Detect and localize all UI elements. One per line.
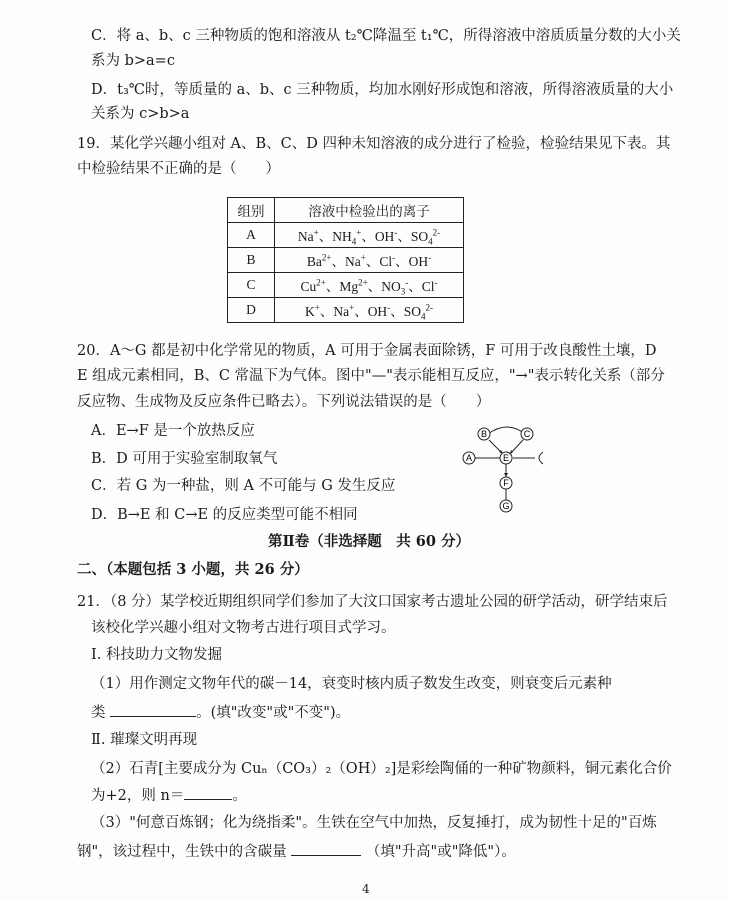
relation-diagram xyxy=(455,421,555,515)
section-2-heading: 二、（本题包括 3 小题，共 26 分） xyxy=(77,561,309,578)
ion-formula: OH- xyxy=(408,252,432,269)
q21-sub1-line1: （1）用作测定文物年代的碳－14，衰变时核内质子数发生改变，则衰变后元素种 xyxy=(91,676,612,692)
table-row xyxy=(228,223,464,248)
ion-formula: $NO_3^-$ xyxy=(381,277,409,297)
q20-option-c: C．若 G 为一种盐，则 A 不可能与 G 发生反应 xyxy=(91,478,396,494)
q21-sub3-line1: （3）"何意百炼钢；化为绕指柔"。生铁在空气中加热，反复捶打，成为韧性十足的"百炼 xyxy=(91,815,657,831)
ion-formula: $NH_4^+$ xyxy=(332,227,362,247)
ion-formula: Cl- xyxy=(379,252,396,269)
table-cell-group: C xyxy=(228,273,275,298)
table-row xyxy=(228,298,464,323)
b-c-link xyxy=(488,427,525,434)
q21-sub2-line1: （2）石青[主要成分为 Cuₙ（CO₃）₂（OH）₂]是彩绘陶俑的一种矿物颜料，铜元素化合价 xyxy=(91,761,672,777)
ion-formula: Na+ xyxy=(297,227,319,244)
node-f-label: F xyxy=(503,478,509,488)
table-header-cell: 组别 xyxy=(228,198,275,223)
q18-option-c-line2: 系为 b>a=c xyxy=(91,53,175,69)
table-header-row xyxy=(228,198,464,223)
table-cell-group: D xyxy=(228,298,275,323)
table-cell-group: B xyxy=(228,248,275,273)
ion-formula: Cl- xyxy=(421,277,438,294)
q21-stem-line1: 21．（8 分）某学校近期组织同学们参加了大汶口国家考古遗址公园的研学活动，研学结束后 xyxy=(77,594,668,610)
ion-formula: Na+ xyxy=(333,302,355,319)
table-header-cell: 溶液中检验出的离子 xyxy=(275,198,464,223)
page-number: 4 xyxy=(362,882,370,896)
table-row xyxy=(228,248,464,273)
q20-option-b: B．D 可用于实验室制取氧气 xyxy=(91,451,278,467)
q21-part1-heading: Ⅰ. 科技助力文物发掘 xyxy=(91,647,222,663)
node-a-label: A xyxy=(465,453,473,463)
ion-formula: $SO_4^{2-}$ xyxy=(410,227,441,247)
table-row xyxy=(228,273,464,298)
ion-formula: $SO_4^{2-}$ xyxy=(403,302,433,322)
q20-option-d: D．B→E 和 C→E 的反应类型可能不相同 xyxy=(91,507,358,523)
node-c-label: C xyxy=(523,429,531,439)
answer-blank-3[interactable] xyxy=(291,841,361,856)
q21-sub1-line2: 类 。(填"改变"或"不变")。 xyxy=(91,702,350,723)
table-cell-group: A xyxy=(228,223,275,248)
q20-stem-line2: E 组成元素相同，B、C 常温下为气体。图中"—"表示能相互反应，"→"表示转化关系（部分 xyxy=(77,368,665,384)
d-partial-node xyxy=(539,452,543,464)
q19-stem-line1: 19．某化学兴趣小组对 A、B、C、D 四种未知溶液的成分进行了检验，检验结果见下表。其 xyxy=(77,136,671,152)
ion-formula: $Cu^{2+}$ xyxy=(300,277,326,294)
q20-stem-line3: 反应物、生成物及反应条件已略去）。下列说法错误的是（ ） xyxy=(77,394,491,410)
q21-stem-line2: 该校化学兴趣小组对文物考古进行项目式学习。 xyxy=(91,620,396,636)
node-g-label: G xyxy=(502,501,510,511)
q21-part2-heading: Ⅱ. 璀璨文明再现 xyxy=(91,732,198,748)
ion-formula: $Ba^{2+}$ xyxy=(306,252,332,269)
q20-stem-line1: 20．A～G 都是初中化学常见的物质，A 可用于金属表面除锈，F 可用于改良酸性土壤，D xyxy=(77,343,657,359)
q20-option-a: A．E→F 是一个放热反应 xyxy=(91,423,255,439)
table-cell-ions: Na+、$NH_4^+$、OH-、$SO_4^{2-}$ xyxy=(275,223,464,248)
answer-blank-1[interactable] xyxy=(110,702,196,717)
ion-formula: $Mg^{2+}$ xyxy=(339,277,368,294)
q21-sub2-line2: 为+2，则 n＝ 。 xyxy=(91,785,247,806)
q18-option-d-line1: D．t₃℃时，等质量的 a、b、c 三种物质，均加水刚好形成饱和溶液，所得溶液质量的大小 xyxy=(91,82,674,98)
ion-formula: K+ xyxy=(305,302,320,319)
q18-option-c-line1: C．将 a、b、c 三种物质的饱和溶液从 t₂℃降温至 t₁℃，所得溶液中溶质质量分数的大小关 xyxy=(91,28,681,44)
ion-formula: OH- xyxy=(374,227,398,244)
table-cell-ions: $Cu^{2+}$、$Mg^{2+}$、$NO_3^-$、Cl- xyxy=(275,273,464,298)
ion-table xyxy=(227,197,464,323)
ion-formula: Na+ xyxy=(344,252,366,269)
q21-sub3-line2: 钢"，该过程中，生铁中的含碳量 （填"升高"或"降低"）。 xyxy=(77,841,516,862)
q19-stem-line2: 中检验结果不正确的是（ ） xyxy=(77,161,280,177)
q18-option-d-line2: 关系为 c>b>a xyxy=(91,106,190,122)
answer-blank-2[interactable] xyxy=(184,785,232,800)
volume-2-title: 第Ⅱ卷（非选择题 共 60 分） xyxy=(268,533,470,550)
node-b-label: B xyxy=(480,429,488,439)
ion-formula: OH- xyxy=(367,302,391,319)
table-cell-ions: K+、Na+、OH-、$SO_4^{2-}$ xyxy=(275,298,464,323)
node-e-label: E xyxy=(502,453,510,463)
table-cell-ions: $Ba^{2+}$、Na+、Cl-、OH- xyxy=(275,248,464,273)
